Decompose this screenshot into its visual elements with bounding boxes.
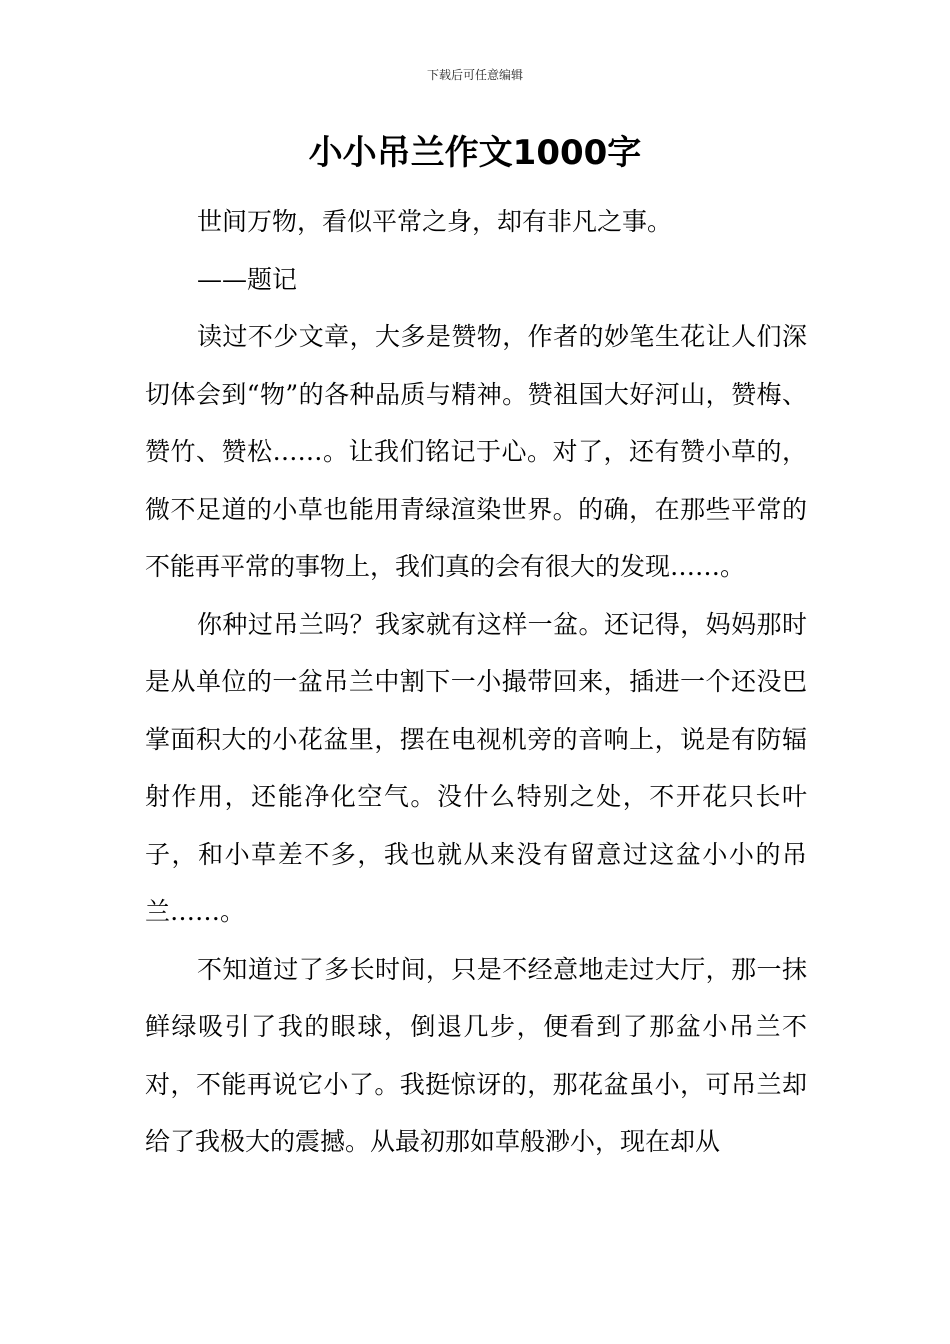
epigraph: 世间万物，看似平常之身，却有非凡之事。 [197,207,673,236]
paragraph: 读过不少文章，大多是赞物，作者的妙笔生花让人们深切体会到“物”的各种品质与精神。赞祖国大好河山，赞梅、赞竹、赞松……。让我们铭记于心。对了，还有赞小草的，微不足道的小草也能用青绿渲染世界。的确，在那些平常的不能再平常的事物上，我们真的会有很大的发现……。 [145,322,807,581]
document-title: 小小吊兰作文1000字 [308,133,642,173]
paragraph: 你种过吊兰吗？我家就有这样一盆。还记得，妈妈那时是从单位的一盆吊兰中割下一小撮带回来，插进一个还没巴掌面积大的小花盆里，摆在电视机旁的音响上，说是有防辐射作用，还能净化空气。没什么特别之处，不开花只长叶子，和小草差不多，我也就从来没有留意过这盆小小的吊兰……。 [145,609,807,926]
header-note: 下载后可任意编辑 [426,68,523,82]
document-body [145,193,807,1171]
epigraph-attribution: ——题记 [197,264,298,294]
paragraph: 不知道过了多长时间，只是不经意地走过大厅，那一抹鲜绿吸引了我的眼球，倒退几步，便看到了那盆小吊兰不对，不能再说它小了。我挺惊讶的，那花盆虽小，可吊兰却给了我极大的震撼。从最初那如草般渺小，现在却从 [145,954,807,1156]
